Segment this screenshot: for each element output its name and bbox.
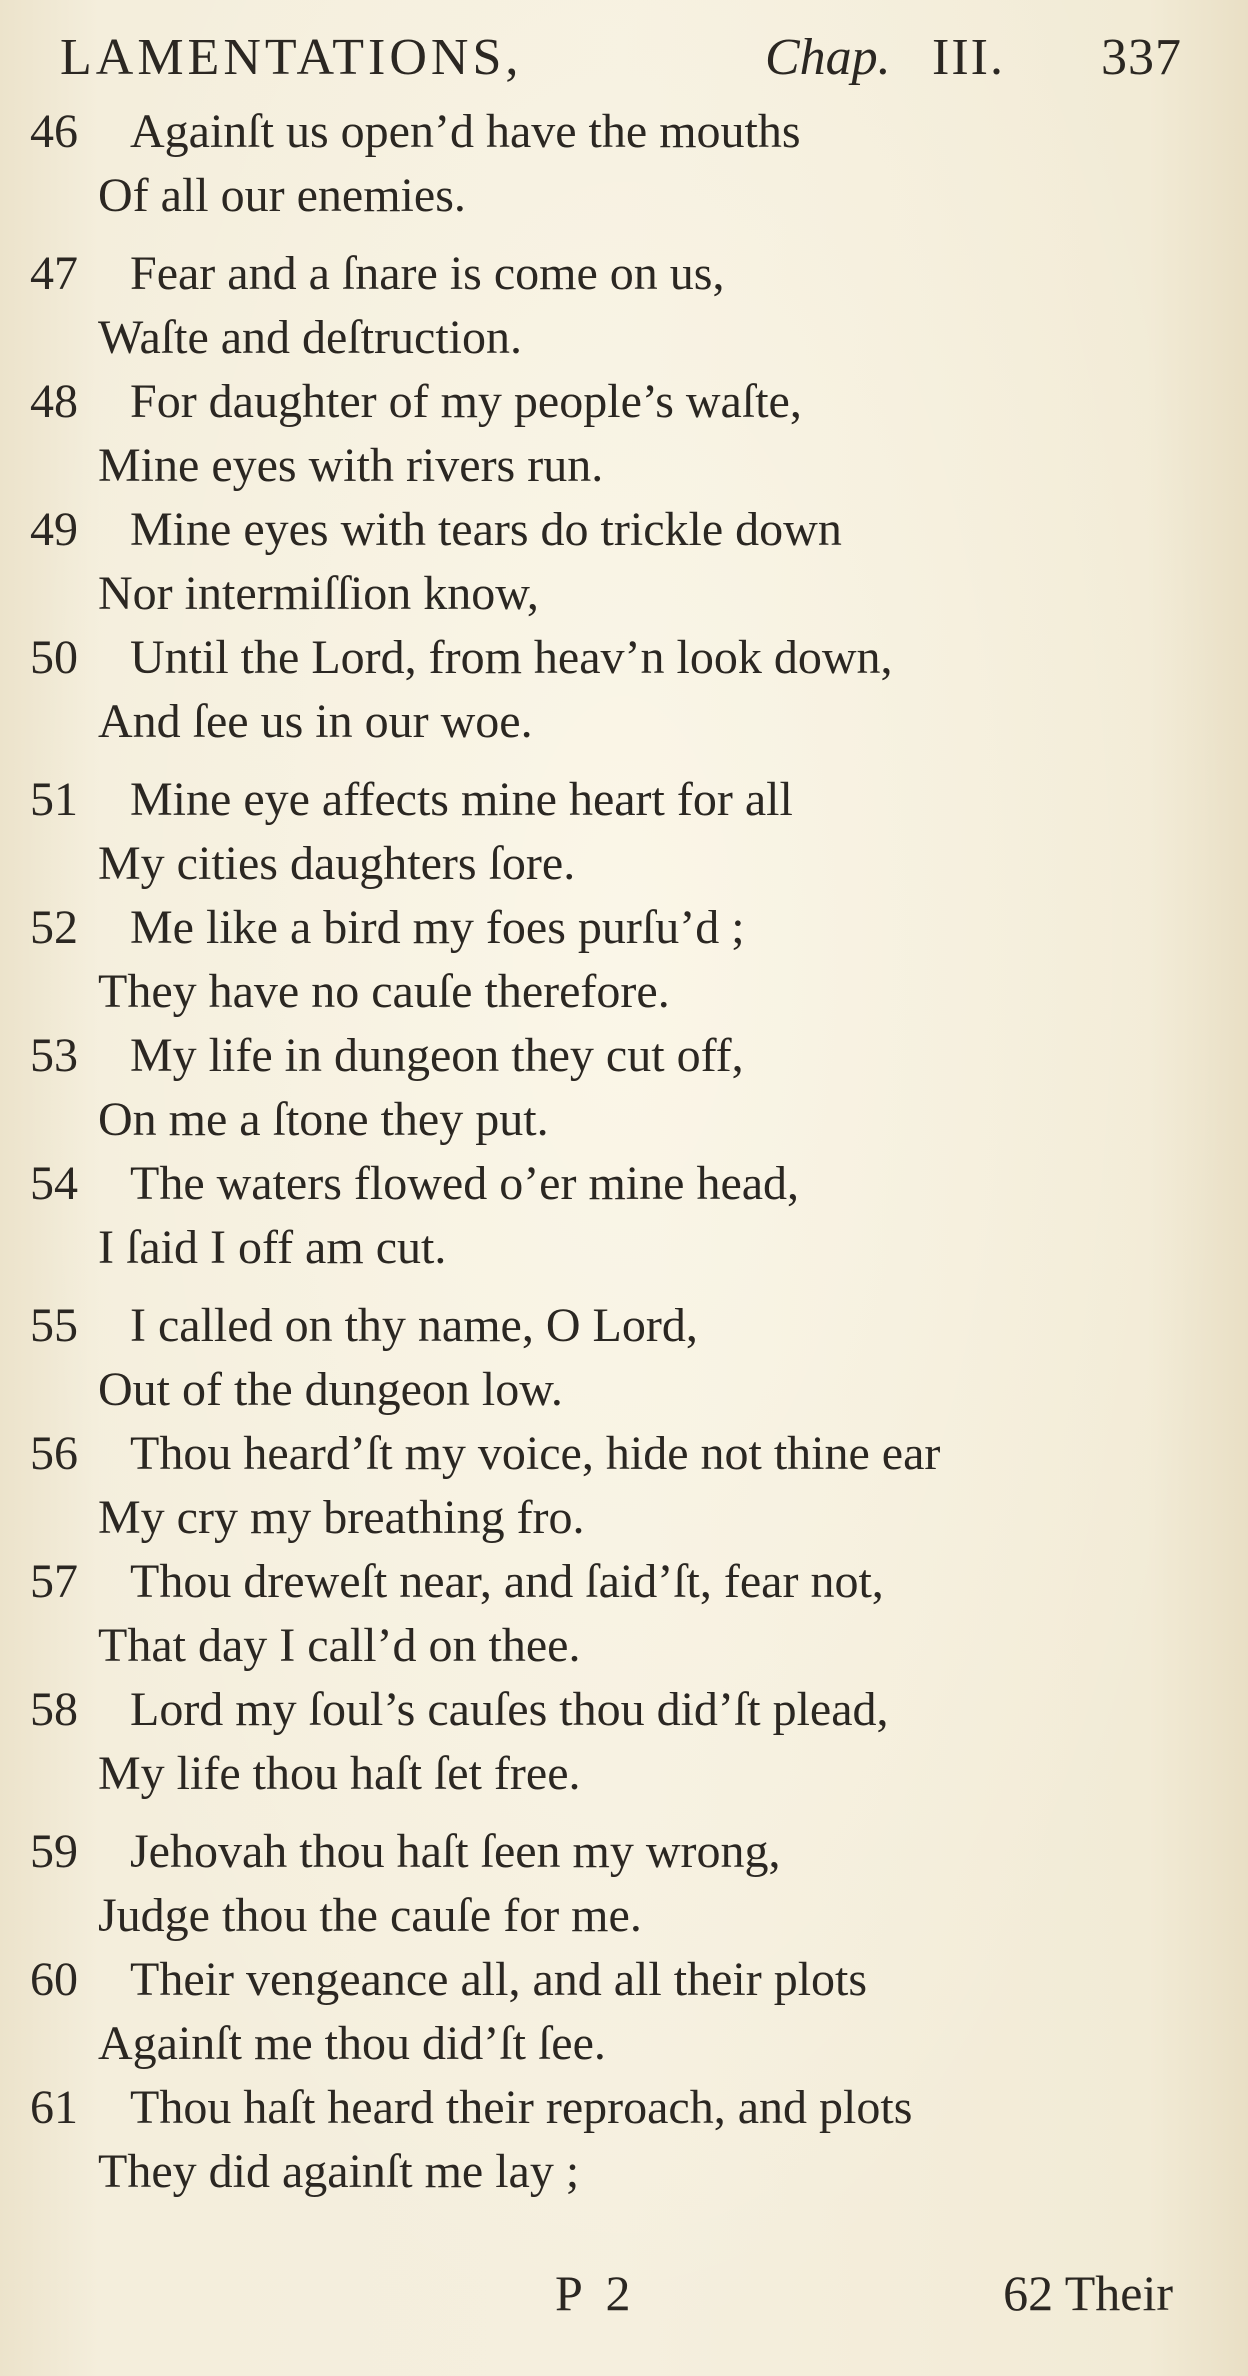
verse-number: 55	[30, 1299, 78, 1352]
verse	[0, 768, 1248, 896]
verse	[0, 242, 1248, 370]
verse	[0, 2076, 1248, 2204]
verse-number: 49	[30, 503, 78, 556]
verse-line-2: Mine eyes with rivers run.	[98, 439, 604, 492]
verse	[0, 1678, 1248, 1806]
verse	[0, 100, 1248, 228]
page-footer	[0, 2264, 1248, 2334]
verse-line-1: Mine eyes with tears do trickle down	[130, 503, 842, 556]
verse-line-1: Jehovah thou haſt ſeen my wrong,	[130, 1825, 781, 1878]
verse	[0, 1948, 1248, 2076]
verse-number: 51	[30, 773, 78, 826]
verse	[0, 1294, 1248, 1422]
verse-line-2: I ſaid I off am cut.	[98, 1221, 447, 1274]
verse-line-2: Nor intermiſſion know,	[98, 567, 539, 620]
verse	[0, 1820, 1248, 1948]
verse-line-1: Me like a bird my foes purſu’d ;	[130, 901, 745, 954]
verse-line-1: Thou dreweſt near, and ſaid’ſt, fear not,	[130, 1555, 884, 1608]
book-title: LAMENTATIONS,	[60, 29, 523, 86]
page-number: 337	[1101, 29, 1182, 86]
verse-list	[0, 100, 1248, 2204]
verse-line-2: My cities daughters ſore.	[98, 837, 576, 890]
verse	[0, 498, 1248, 626]
verse-line-2: My cry my breathing fro.	[98, 1491, 585, 1544]
verse-line-2: That day I call’d on thee.	[98, 1619, 581, 1672]
verse-number: 56	[30, 1427, 78, 1480]
verse-line-1: The waters flowed o’er mine head,	[130, 1157, 800, 1210]
verse-number: 59	[30, 1825, 78, 1878]
verse-line-1: Againſt us open’d have the mouths	[130, 105, 801, 158]
verse-number: 46	[30, 105, 78, 158]
verse-number: 50	[30, 631, 78, 684]
verse-line-1: I called on thy name, O Lord,	[130, 1299, 698, 1352]
verse	[0, 1024, 1248, 1152]
verse	[0, 370, 1248, 498]
verse-line-2: Out of the dungeon low.	[98, 1363, 563, 1416]
verse-number: 48	[30, 375, 78, 428]
verse	[0, 1152, 1248, 1280]
verse-number: 52	[30, 901, 78, 954]
verse-number: 61	[30, 2081, 78, 2134]
verse-line-1: Their vengeance all, and all their plots	[130, 1953, 868, 2006]
verse-number: 47	[30, 247, 78, 300]
verse	[0, 1422, 1248, 1550]
verse-line-1: Mine eye affects mine heart for all	[130, 773, 793, 826]
verse-number: 53	[30, 1029, 78, 1082]
verse-line-1: Thou heard’ſt my voice, hide not thine ear	[130, 1427, 941, 1480]
verse-line-2: Waſte and deſtruction.	[98, 311, 522, 364]
verse-line-1: My life in dungeon they cut off,	[130, 1029, 744, 1082]
verse-number: 54	[30, 1157, 78, 1210]
verse-line-1: For daughter of my people’s waſte,	[130, 375, 802, 428]
signature-mark: P 2	[555, 2265, 637, 2321]
verse-line-1: Lord my ſoul’s cauſes thou did’ſt plead,	[130, 1683, 889, 1736]
running-head	[60, 28, 1188, 98]
verse-number: 60	[30, 1953, 78, 2006]
verse	[0, 896, 1248, 1024]
verse-line-2: They did againſt me lay ;	[98, 2145, 580, 2198]
verse-line-2: Againſt me thou did’ſt ſee.	[98, 2017, 606, 2070]
chapter-label: Chap.	[765, 29, 891, 86]
verse-line-1: Until the Lord, from heav’n look down,	[130, 631, 893, 684]
verse-line-2: Of all our enemies.	[98, 169, 466, 222]
verse-line-2: My life thou haſt ſet free.	[98, 1747, 581, 1800]
verse-line-2: And ſee us in our woe.	[98, 695, 533, 748]
verse-line-2: On me a ſtone they put.	[98, 1093, 549, 1146]
verse-number: 58	[30, 1683, 78, 1736]
verse	[0, 626, 1248, 754]
verse-line-1: Fear and a ſnare is come on us,	[130, 247, 725, 300]
catchword: 62 Their	[1003, 2265, 1173, 2321]
verse-line-1: Thou haſt heard their reproach, and plots	[130, 2081, 913, 2134]
chapter-number: III.	[932, 29, 1005, 86]
verse-line-2: Judge thou the cauſe for me.	[98, 1889, 642, 1942]
verse-line-2: They have no cauſe therefore.	[98, 965, 670, 1018]
verse	[0, 1550, 1248, 1678]
verse-number: 57	[30, 1555, 78, 1608]
